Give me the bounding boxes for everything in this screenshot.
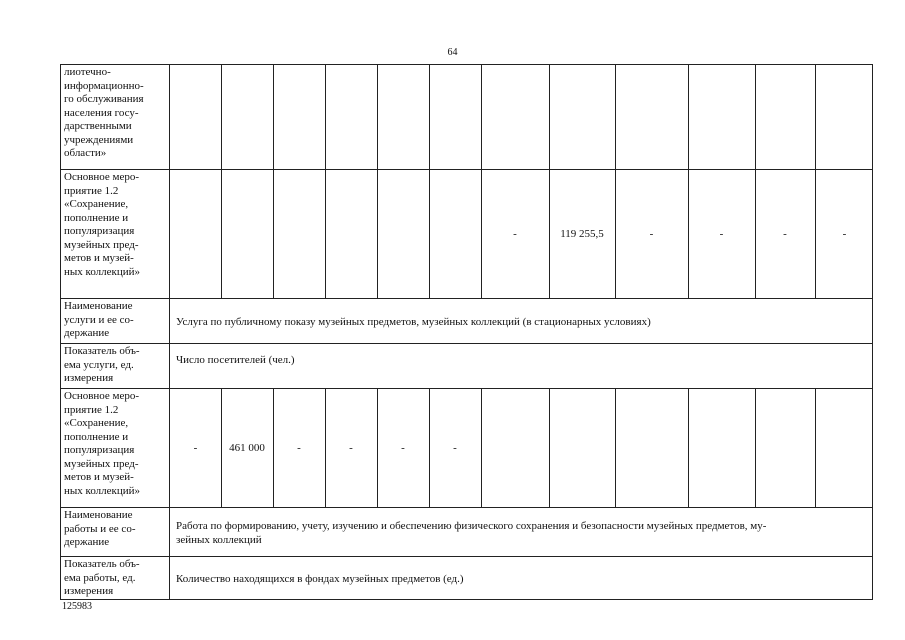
row-label: Наименование услуги и ее со- держание — [61, 299, 170, 343]
row-label: лиотечно- информационно- го обслуживания населения госу- дарственными учреждениями области» — [61, 65, 170, 169]
cell-value: - — [842, 228, 847, 240]
page-number: 64 — [447, 47, 458, 58]
cell-value: - — [297, 442, 301, 454]
cell-value: - — [193, 442, 198, 454]
cell-value: - — [453, 442, 457, 454]
service-description: Услуга по публичному показу музейных предметов, музейных коллекций (в стационарных условиях) — [176, 316, 651, 328]
row-label: Основное меро- приятие 1.2 «Сохранение, пополнение и популяризация музейных пред- метов и музей- ных коллекций» — [61, 389, 170, 507]
table-row-work-indicator — [60, 556, 873, 600]
table-row-activity-finance — [60, 169, 873, 299]
row-label: Показатель объ- ема услуги, ед. измерения — [61, 344, 170, 388]
row-label: Показатель объ- ема работы, ед. измерения — [61, 557, 170, 599]
cell-value: - — [719, 228, 724, 240]
table-row-work-name — [60, 507, 873, 557]
table-row-activity-volume — [60, 388, 873, 508]
cell-value: 461 000 — [229, 442, 265, 454]
budget-table — [60, 64, 873, 600]
document-code: 125983 — [62, 601, 92, 612]
table-row-service-name — [60, 298, 873, 344]
table-row-continuation — [60, 64, 873, 170]
table-row-service-indicator — [60, 343, 873, 389]
service-indicator: Число посетителей (чел.) — [176, 354, 295, 366]
cell-value: - — [783, 228, 787, 240]
row-label: Основное меро- приятие 1.2 «Сохранение, пополнение и популяризация музейных пред- метов и музей- ных коллекций» — [61, 170, 170, 298]
cell-value: 119 255,5 — [560, 228, 604, 240]
cell-value: - — [349, 442, 353, 454]
cell-value: - — [649, 228, 654, 240]
cell-value: - — [401, 442, 405, 454]
work-indicator: Количество находящихся в фондах музейных предметов (ед.) — [176, 573, 464, 585]
cell-value: - — [513, 228, 517, 240]
row-label: Наименование работы и ее со- держание — [61, 508, 170, 556]
work-description: Работа по формированию, учету, изучению и обеспечению физического сохранения и безопасности музейных предметов, му- зейных коллекций — [176, 520, 767, 546]
